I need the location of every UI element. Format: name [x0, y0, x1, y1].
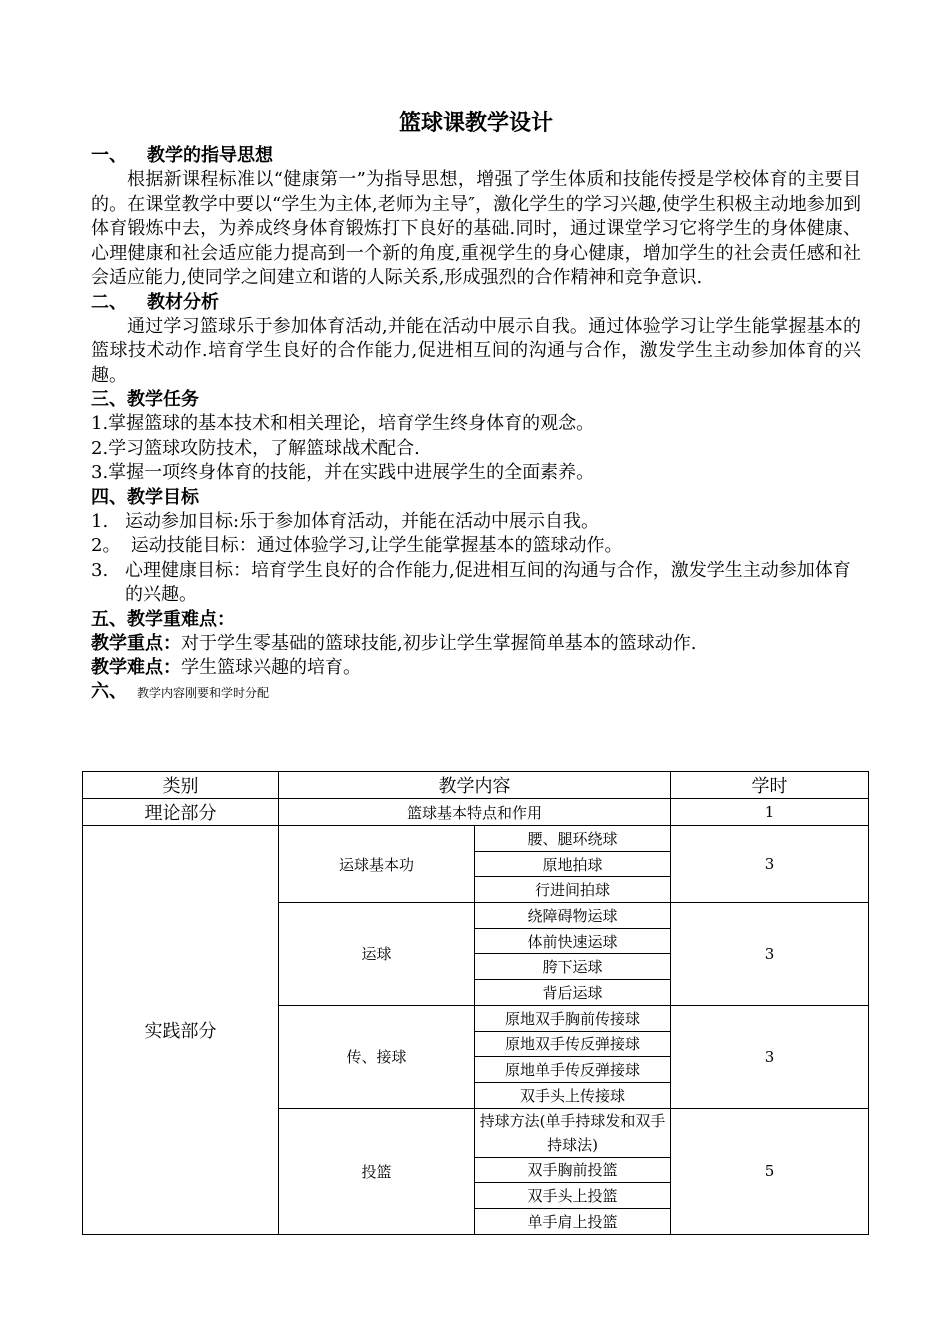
item-cell: 原地双手胸前传接球	[475, 1005, 671, 1031]
goal-item-3	[91, 559, 861, 608]
item-cell: 原地拍球	[475, 851, 671, 877]
goal-number-2: 2。	[91, 535, 121, 556]
theory-content: 篮球基本特点和作用	[279, 799, 671, 826]
item-cell: 行进间拍球	[475, 877, 671, 903]
item-cell: 绕障碍物运球	[475, 903, 671, 929]
item-cell: 胯下运球	[475, 954, 671, 980]
practice-category: 实践部分	[83, 826, 279, 1235]
group-hours-shooting: 5	[671, 1108, 869, 1234]
section-1-body: 根据新课程标准以“健康第一”为指导思想，增强了学生体质和技能传授是学校体育的主要目的。在课堂教学中要以“学生为主体,老师为主导″，激化学生的学习兴趣,使学生积极主动地参加到体育锻炼中去，为养成终身体育锻炼打下良好的基础.同时，通过课堂学习它将学生的身体健康、心理健康和社会适应能力提高到一个新的角度,重视学生的身心健康，增加学生的社会责任感和社会适应能力,使同学之间建立和谐的人际关系,形成强烈的合作精神和竞争意识.	[91, 169, 861, 288]
section-2-heading	[91, 291, 861, 315]
group-name-dribble-basics: 运球基本功	[279, 826, 475, 903]
theory-hours: 1	[671, 799, 869, 826]
goal-item-1	[91, 510, 861, 535]
schedule-table	[82, 771, 869, 1235]
key-point-text: 对于学生零基础的篮球技能,初步让学生掌握简单基本的篮球动作.	[181, 632, 697, 654]
item-cell: 原地双手传反弹接球	[475, 1031, 671, 1057]
item-cell: 双手头上投篮	[475, 1183, 671, 1209]
header-content: 教学内容	[279, 772, 671, 799]
group-name-passing: 传、接球	[279, 1005, 475, 1108]
task-item-3: 3.掌握一项终身体育的技能，并在实践中进展学生的全面素养。	[91, 462, 595, 483]
document-page	[91, 108, 861, 704]
item-cell: 双手胸前投篮	[475, 1157, 671, 1183]
goal-text-2: 运动技能目标：通过体验学习,让学生能掌握基本的篮球动作。	[125, 535, 623, 556]
section-5-heading: 五、教学重难点：	[91, 608, 235, 630]
task-item-1: 1.掌握篮球的基本技术和相关理论，培育学生终身体育的观念。	[91, 413, 595, 434]
task-item-2: 2.学习篮球攻防技术，了解篮球战术配合.	[91, 437, 420, 459]
section-6-heading	[91, 681, 861, 704]
goal-text-1: 运动参加目标:乐于参加体育活动，并能在活动中展示自我。	[125, 510, 600, 532]
item-cell: 双手头上传接球	[475, 1082, 671, 1108]
difficulty-label: 教学难点：	[91, 657, 181, 678]
group-hours-dribble-basics: 3	[671, 826, 869, 903]
section-4-heading: 四、教学目标	[91, 486, 199, 508]
goal-item-2	[91, 534, 861, 559]
section-6-number: 六、	[91, 680, 127, 702]
section-2-title: 教材分析	[147, 291, 219, 313]
goal-number-1: 1.	[91, 510, 109, 532]
group-name-shooting: 投篮	[279, 1108, 475, 1234]
header-category: 类别	[83, 772, 279, 799]
key-point	[91, 632, 861, 657]
difficulty-point	[91, 656, 861, 681]
difficulty-text: 学生篮球兴趣的培育。	[181, 657, 361, 678]
section-2-body: 通过学习篮球乐于参加体育活动,并能在活动中展示自我。通过体验学习让学生能掌握基本的篮球技术动作.培育学生良好的合作能力,促进相互间的沟通与合作，激发学生主动参加体育的兴趣。	[91, 315, 861, 386]
table-row-theory	[83, 799, 869, 826]
goal-number-3: 3.	[91, 559, 109, 581]
item-cell: 体前快速运球	[475, 928, 671, 954]
section-6-caption: 教学内容刚要和学时分配	[137, 685, 270, 700]
group-hours-dribble: 3	[671, 903, 869, 1006]
page-title: 篮球课教学设计	[398, 111, 553, 136]
table-header-row	[83, 772, 869, 799]
key-point-label: 教学重点：	[91, 632, 181, 654]
group-hours-passing: 3	[671, 1005, 869, 1108]
item-cell: 背后运球	[475, 980, 671, 1006]
table-row	[83, 826, 869, 852]
section-1-number: 一、	[91, 145, 127, 166]
section-1-heading	[91, 144, 861, 168]
section-2-number: 二、	[91, 291, 127, 313]
goal-text-3: 心理健康目标：培育学生良好的合作能力,促进相互间的沟通与合作，激发学生主动参加体育的兴趣。	[125, 559, 851, 605]
group-name-dribble: 运球	[279, 903, 475, 1006]
item-cell: 腰、腿环绕球	[475, 826, 671, 852]
header-hours: 学时	[671, 772, 869, 799]
section-3-heading: 三、教学任务	[91, 389, 199, 410]
item-cell: 持球方法(单手持球发和双手持球法)	[475, 1108, 671, 1157]
item-cell: 单手肩上投篮	[475, 1208, 671, 1234]
theory-category: 理论部分	[83, 799, 279, 826]
section-1-title: 教学的指导思想	[147, 145, 273, 166]
item-cell: 原地单手传反弹接球	[475, 1057, 671, 1083]
